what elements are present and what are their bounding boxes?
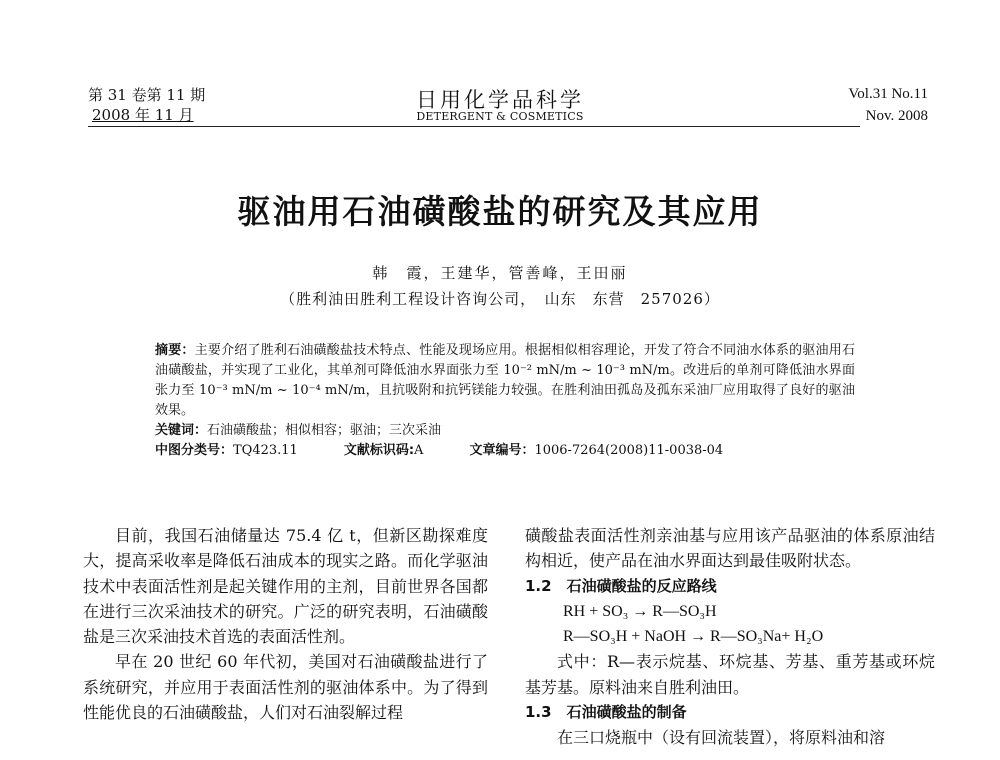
abstract-block xyxy=(155,341,855,461)
article-title: 驱油用石油磺酸盐的研究及其应用 xyxy=(237,192,763,231)
publication-date: 2008 年 11 月 xyxy=(92,106,194,124)
header-rule xyxy=(88,126,860,127)
keywords-label: 关键词： xyxy=(155,423,208,438)
affiliation: （胜利油田胜利工程设计咨询公司， 山东 东营 257026） xyxy=(280,290,720,308)
abstract-text: 主要介绍了胜利石油磺酸盐技术特点、性能及现场应用。根据相似相容理论，开发了符合不同油水体系的驱油用石油磺酸盐，并实现了工业化，其单剂可降低油水界面张力至 10⁻² mN/m ~ 10⁻³ mN/m。改进后的单剂可降低油水界面张力至 10⁻³ mN/m ~ 10⁻⁴ mN/m，且抗吸附和抗钙镁能力较强。在胜利油田孤岛及孤东采油厂应用取得了良好的驱油效果。 xyxy=(155,343,855,418)
body-paragraph: 式中：R—表示烷基、环烷基、芳基、重芳基或环烷基芳基。原料油来自胜利油田。 xyxy=(525,652,935,697)
article-number xyxy=(469,443,723,458)
reaction-equation-1: RH + SO₃ → R—SO₃H xyxy=(563,602,717,620)
clc-value: TQ423.11 xyxy=(233,443,298,458)
keywords xyxy=(155,421,855,441)
volume-issue: 第 31 卷第 11 期 xyxy=(88,86,206,104)
volume-number-en: Vol.31 No.11 xyxy=(848,86,928,102)
authors: 韩 霞，王建华，管善峰，王田丽 xyxy=(372,264,628,282)
date-en: Nov. 2008 xyxy=(865,108,928,124)
abstract-label: 摘要： xyxy=(155,343,195,358)
clc xyxy=(155,443,298,458)
keywords-text: 石油磺酸盐；相似相容；驱油；三次采油 xyxy=(207,423,442,438)
section-heading-1-2: 1.2 石油磺酸盐的反应路线 xyxy=(525,576,717,595)
doc-code-value: A xyxy=(414,443,424,458)
abstract xyxy=(155,341,855,421)
article-number-value: 1006-7264(2008)11-0038-04 xyxy=(534,443,724,458)
body-paragraph: 目前，我国石油储量达 75.4 亿 t，但新区勘探难度大，提高采收率是降低石油成本的现实之路。而化学驱油技术中表面活性剂是起关键作用的主剂，目前世界各国都在进行三次采油技术的研究。广泛的研究表明，石油磺酸盐是三次采油技术首选的表面活性剂。 xyxy=(83,526,488,647)
article-number-label: 文章编号： xyxy=(469,443,535,458)
left-column xyxy=(83,523,488,725)
clc-label: 中图分类号： xyxy=(155,443,234,458)
journal-title-cn: 日用化学品科学 xyxy=(416,88,584,112)
right-column xyxy=(525,523,935,751)
section-heading-1-3: 1.3 石油磺酸盐的制备 xyxy=(525,703,687,722)
reaction-equation-2: R—SO₃H + NaOH → R—SO₃Na+ H₂O xyxy=(563,628,824,646)
body-paragraph: 磺酸盐表面活性剂亲油基与应用该产品驱油的体系原油结构相近，使产品在油水界面达到最佳吸附状态。 xyxy=(525,526,935,571)
classification-line xyxy=(155,441,855,461)
doc-code xyxy=(344,443,424,458)
doc-code-label: 文献标识码: xyxy=(343,443,415,458)
body-paragraph: 早在 20 世纪 60 年代初，美国对石油磺酸盐进行了系统研究，并应用于表面活性剂的驱油体系中。为了得到性能优良的石油磺酸盐，人们对石油裂解过程 xyxy=(83,652,488,723)
body-paragraph: 在三口烧瓶中（设有回流装置），将原料油和溶 xyxy=(557,728,886,748)
journal-title-en: DETERGENT & COSMETICS xyxy=(416,110,584,123)
